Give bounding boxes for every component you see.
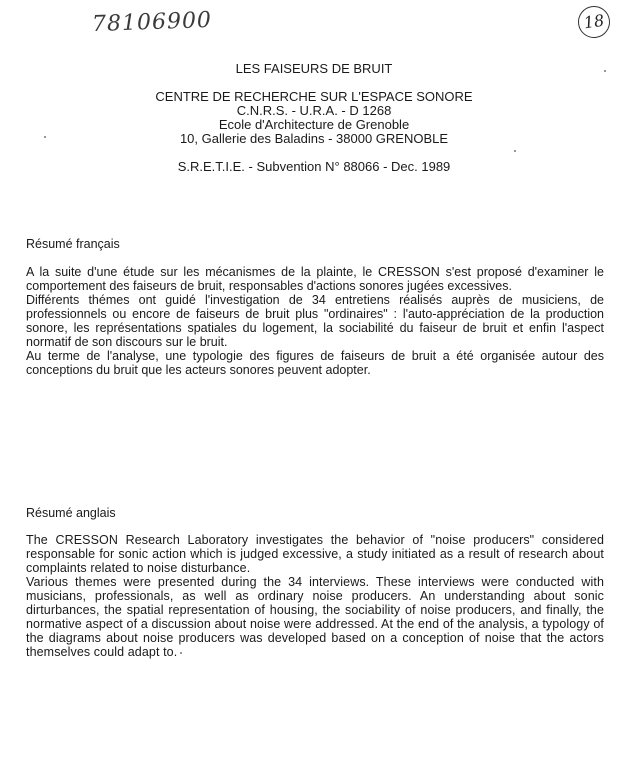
handwritten-reference-number: 78106900 bbox=[91, 7, 213, 38]
section-title-resume-anglais: Résumé anglais bbox=[26, 506, 116, 520]
institution-cnrs: C.N.R.S. - U.R.A. - D 1268 bbox=[236, 103, 392, 118]
institution-school: Ecole d'Architecture de Grenoble bbox=[218, 117, 410, 132]
institution-name: CENTRE DE RECHERCHE SUR L'ESPACE SONORE bbox=[155, 89, 473, 104]
subvention-text: S.R.E.T.I.E. - Subvention N° 88066 - Dec. 1989 bbox=[177, 159, 451, 174]
title-text: LES FAISEURS DE BRUIT bbox=[235, 61, 393, 76]
resume-fr-paragraph: A la suite d'une étude sur les mécanismes de la plainte, le CRESSON s'est proposé d'examiner le comportement des faiseurs de bruit, responsables d'actions sonores jugées excessives. bbox=[26, 265, 604, 293]
scan-speck bbox=[180, 652, 182, 654]
subvention-line bbox=[0, 160, 628, 174]
page-number-stamp: 18 bbox=[576, 4, 612, 40]
scan-speck bbox=[514, 150, 516, 152]
scan-speck bbox=[44, 136, 46, 138]
resume-francais-body bbox=[26, 265, 604, 377]
section-title-resume-francais: Résumé français bbox=[26, 237, 120, 251]
resume-fr-paragraph: Différents thémes ont guidé l'investigation de 34 entretiens réalisés auprès de musiciens, de professionnels ou encore de faiseurs de bruit plus "ordinaires" : l'auto-appréciation de la production sonore, les représentations spatiales du logement, la sociabilité du faiseur de bruit et enfin l'aspect normatif de son discours sur le bruit. bbox=[26, 293, 604, 349]
resume-fr-paragraph: Au terme de l'analyse, une typologie des figures de faiseurs de bruit a été organisée autour des conceptions du bruit que les acteurs sonores peuvent adopter. bbox=[26, 349, 604, 377]
resume-anglais-body bbox=[26, 533, 604, 659]
institution-block bbox=[0, 90, 628, 146]
institution-address: 10, Gallerie des Baladins - 38000 GRENOBLE bbox=[179, 131, 449, 146]
document-title bbox=[0, 62, 628, 76]
scan-speck bbox=[604, 70, 606, 72]
resume-en-paragraph: The CRESSON Research Laboratory investigates the behavior of "noise producers" considered responsable for sonic action which is judged excessive, a study initiated as a result of research about complaints related to noise disturbance. bbox=[26, 533, 604, 575]
resume-en-paragraph: Various themes were presented during the 34 interviews. These interviews were conducted with musicians, professionals, as well as ordinary noise producers. An understanding about sonic dirturbances, the spatial representation of housing, the sociability of noise producers, and finally, the normative aspect of a discussion about noise were addressed. At the end of the analysis, a typology of the diagrams about noise producers was developed based on a conception of noise that the actors themselves could adapt to. bbox=[26, 575, 604, 659]
